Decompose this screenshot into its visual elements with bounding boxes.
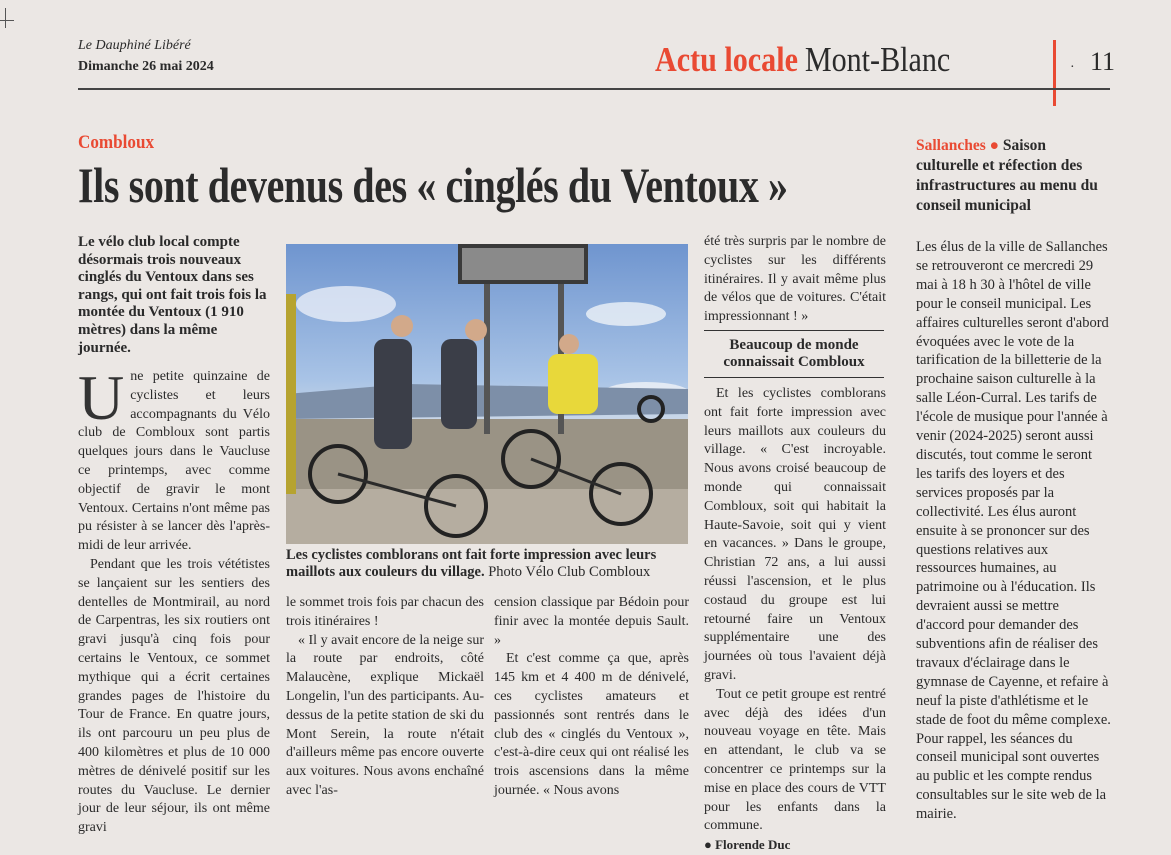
paragraph: cension classique par Bédoin pour finir avec la montée depuis Sault. » xyxy=(494,595,689,648)
bullet-icon: ● xyxy=(989,137,1000,154)
caption-text: Les cyclistes comblorans ont fait forte impression avec leurs maillots aux couleurs du village. xyxy=(286,547,657,580)
paragraph: Les élus de la ville de Sallanches se retrouveront ce mercredi 29 mai à 18 h 30 à l'hôtel de ville pour le conseil municipal. Les affaires culturelles seront d'abord évoquées avec le vote de la tarification de la billetterie de la prochaine saison culturelle à la salle Léon-Curral. Les tarifs de l'école de musique pour l'année à venir (2024-2025) seront aussi discutés, tout comme le seront les tarifs des loyers et des services proposés par la collectivité. Les élus auront ensuite à se prononcer sur des questions relatives aux ressources humaines, au patrimoine ou à l'éducation. Ils devraient aussi se mettre d'accord pour demander des subventions afin de réaliser des travaux d'éclairage dans le gymnase de Cayenne, et refaire à neuf la piste d'athlétisme et le stade de foot du même complexe. Pour rappel, les séances du conseil municipal sont ouvertes au public et les compte rendus consultables sur le site web de la mairie. xyxy=(916,239,1111,823)
article-column-1 xyxy=(78,362,270,838)
article-column-4 xyxy=(704,385,886,855)
article-standfirst: Le vélo club local compte désormais trois nouveaux cinglés du Ventoux dans ses rangs, qui ont fait trois fois la montée du Ventoux (1 910 mètres) dans la même journée. xyxy=(78,234,267,356)
photo-caption xyxy=(286,547,691,581)
separator-dot: · xyxy=(1070,60,1075,75)
paragraph: Et les cyclistes comblorans ont fait forte impression avec leurs maillots aux couleurs du village. « C'est incroyable. Nous avons croisé beaucoup de monde qui connaissait Combloux, soit qui habitait la Haute-Savoie, soit qui y vient en vacances. » Dans le groupe, Christian 72 ans, a lui aussi réussi l'ascension, et le plus costaud du groupe est lui retourné faire un Ventoux supplémentaire une des journées où tous l'avaient déjà gravi. xyxy=(704,386,886,683)
paragraph: Et c'est comme ça que, après 145 km et 4 400 m de dénivelé, ces cyclistes amateurs et passionnés sont rentrés dans le club des « cinglés du Ventoux », c'est-à-dire ceux qui ont réalisé les trois ascensions dans la même journée. « Nous avons xyxy=(494,651,689,798)
sidebar-headline xyxy=(916,136,1111,216)
paragraph: été très surpris par le nombre de cyclistes sur les différents itinéraires. Il y avait même plus de vélos que de voitures. C'était impressionnant ! » xyxy=(704,234,886,325)
paragraph: « Il y avait encore de la neige sur la route par endroits, côté Malaucène, explique Mickaël Longelin, l'un des participants. Au-dessus de la petite station de ski du Mont Serein, la route n'était d'ailleurs même pas encore ouverte aux voitures. Nous avons enchaîné avec l'as- xyxy=(286,632,484,798)
photo-credit: Photo Vélo Club Combloux xyxy=(488,564,651,580)
article-column-4-top xyxy=(704,233,886,327)
sidebar-title: Saison culturelle et réfection des infrastructures au menu du conseil municipal xyxy=(916,137,1098,214)
section-name: Actu locale xyxy=(655,40,798,79)
drop-cap: U xyxy=(78,362,125,433)
header-rule xyxy=(78,88,1110,90)
article-photo xyxy=(286,244,688,544)
section-title xyxy=(655,40,950,80)
crop-mark xyxy=(5,8,6,28)
section-divider xyxy=(1053,40,1056,106)
cyclists-photo xyxy=(286,244,688,544)
crop-mark xyxy=(0,20,14,21)
sidebar-body xyxy=(916,238,1111,824)
article-column-2 xyxy=(286,594,484,801)
article-kicker: Combloux xyxy=(78,132,155,153)
byline: ● Florende Duc xyxy=(704,837,791,853)
paragraph: ne petite quinzaine de cyclistes et leurs accompagnants du Vélo club de Combloux sont partis quelques jours dans le Vaucluse ce printemps, avec comme objectif de gravir le mont Ventoux. Certains n'ont même pas pu résister à se lancer dès l'après-midi de leur arrivée. xyxy=(78,369,270,554)
article-subheading: Beaucoup de monde connaissait Combloux xyxy=(704,330,884,378)
publication-name: Le Dauphiné Libéré xyxy=(78,38,191,53)
paragraph: Pendant que les trois vététistes se lançaient sur les sentiers des dentelles de Montmirail, au nord de Carpentras, les six routiers ont gravi jusqu'à cinq fois pour certains le Ventoux, ce sommet mythique qui a écrit certaines grandes pages de l'histoire du Tour de France. En quatre jours, ils ont parcouru un peu plus de 400 kilomètres et plus de 10 000 mètres de dénivelé positif sur les routes du Vaucluse. Le dernier jour de leur séjour, ils ont même gravi xyxy=(78,556,270,836)
issue-date: Dimanche 26 mai 2024 xyxy=(78,59,214,74)
sidebar-kicker: Sallanches xyxy=(916,137,986,154)
author-name: Florende Duc xyxy=(715,837,791,853)
article-column-3 xyxy=(494,594,689,801)
edition-name: Mont-Blanc xyxy=(804,40,951,79)
paragraph: le sommet trois fois par chacun des trois itinéraires ! xyxy=(286,595,484,629)
paragraph: Tout ce petit groupe est rentré avec déjà des idées d'un nouveau voyage en tête. Mais en attendant, le club va se concentrer ce printemps sur la mise en place des cours de VTT pour les enfants dans la commune. xyxy=(704,686,886,834)
page-number: 11 xyxy=(1090,47,1116,76)
article-headline: Ils sont devenus des « cinglés du Ventoux » xyxy=(78,157,788,213)
